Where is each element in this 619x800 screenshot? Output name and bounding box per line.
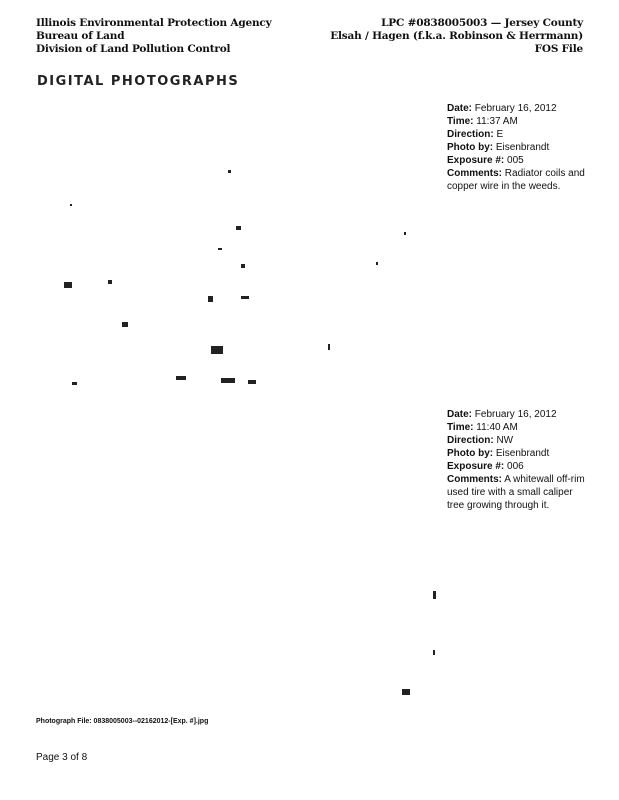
photo-1-photographer: Photo by: Eisenbrandt [447,142,550,153]
division-name: Division of Land Pollution Control [36,43,231,55]
photograph-file-name: Photograph File: 0838005003--02162012-[Exp. #].jpg [36,718,209,725]
site-name: Elsah / Hagen (f.k.a. Robinson & Herrmann) [330,30,583,42]
photo-2 [36,405,436,695]
photo-2-photographer: Photo by: Eisenbrandt [447,448,550,459]
photo-1-speckle [36,100,436,390]
page-number: Page 3 of 8 [36,752,88,763]
photo-2-exposure: Exposure #: 006 [447,461,524,472]
agency-name: Illinois Environmental Protection Agency [36,17,272,29]
photo-2-comments: Comments: A whitewall off-rim used tire with a small caliper tree growing through it. [447,474,585,511]
bureau-name: Bureau of Land [36,30,125,42]
file-type: FOS File [534,43,583,55]
photo-1-time: Time: 11:37 AM [447,116,518,127]
photo-1-direction: Direction: E [447,129,504,140]
photo-2-time: Time: 11:40 AM [447,422,518,433]
photo-2-date: Date: February 16, 2012 [447,409,557,420]
page-title: DIGITAL PHOTOGRAPHS [37,74,240,89]
agency-header [36,17,271,56]
site-header [330,17,583,56]
photo-2-direction: Direction: NW [447,435,514,446]
photo-1 [36,100,436,390]
lpc-number: LPC #0838005003 — Jersey County [381,17,583,29]
photo-1-exposure: Exposure #: 005 [447,155,524,166]
photo-1-date: Date: February 16, 2012 [447,103,557,114]
photo-2-caption [447,408,587,512]
photo-2-speckle [36,405,436,695]
photo-1-caption [447,102,587,193]
photo-1-comments: Comments: Radiator coils and copper wire in the weeds. [447,168,585,192]
